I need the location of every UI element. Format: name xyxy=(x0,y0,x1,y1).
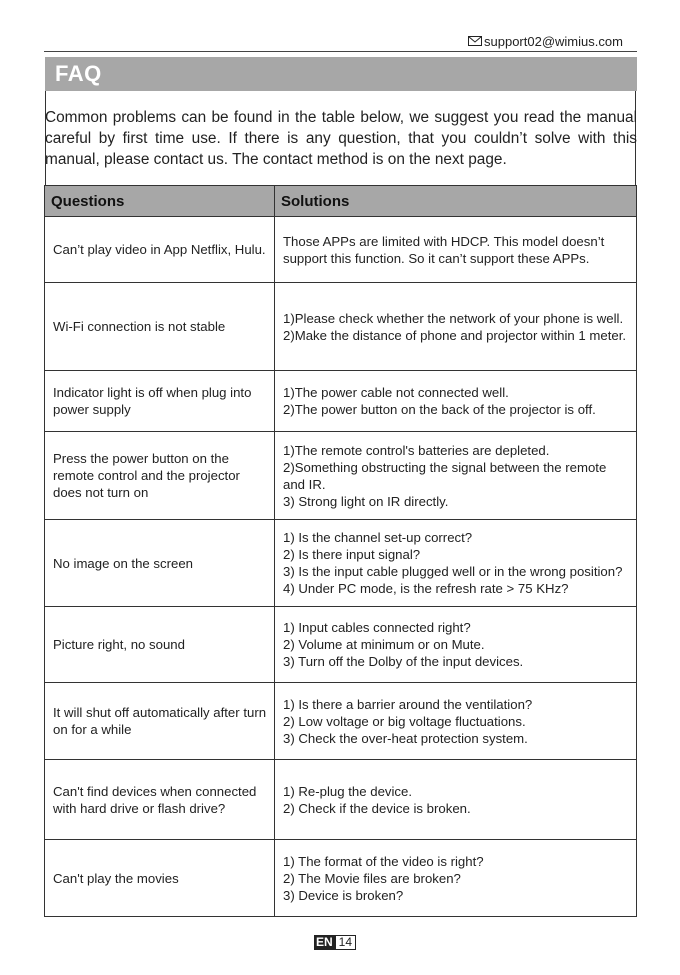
table-row xyxy=(45,683,637,760)
solution-line: 1) Re-plug the device. xyxy=(283,783,413,799)
language-label: EN xyxy=(316,935,333,949)
solution-line: 1) The format of the video is right? xyxy=(283,853,484,869)
question-cell: It will shut off automatically after turn on for a while xyxy=(45,683,275,760)
solution-line: 3) Device is broken? xyxy=(283,887,404,903)
question-cell: Press the power button on the remote control and the projector does not turn on xyxy=(45,432,275,520)
solution-cell xyxy=(275,760,637,840)
mail-icon xyxy=(468,36,482,46)
table-row xyxy=(45,760,637,840)
solution-line: 2)The power button on the back of the projector is off. xyxy=(283,402,596,417)
solution-line: 2) The Movie files are broken? xyxy=(283,870,461,886)
solution-line: 3) Check the over-heat protection system. xyxy=(283,730,528,746)
solution-line: 3) Strong light on IR directly. xyxy=(283,493,449,509)
table-row xyxy=(45,371,637,432)
question-cell: No image on the screen xyxy=(45,520,275,607)
solution-line: 1) Is there a barrier around the ventilation? xyxy=(283,696,533,712)
question-cell: Can't play the movies xyxy=(45,840,275,917)
header-divider xyxy=(44,51,637,52)
page-title: FAQ xyxy=(45,57,637,91)
solution-line: 2) Volume at minimum or on Mute. xyxy=(283,637,485,652)
solution-cell xyxy=(275,217,637,283)
column-header-questions: Questions xyxy=(45,186,275,217)
solution-cell xyxy=(275,607,637,683)
page-number: 14 xyxy=(335,935,356,950)
table-row xyxy=(45,283,637,371)
solution-line: 2) Check if the device is broken. xyxy=(283,800,471,816)
solution-line: 2) Low voltage or big voltage fluctuations. xyxy=(283,713,526,729)
question-cell: Picture right, no sound xyxy=(45,607,275,683)
table-row xyxy=(45,520,637,607)
table-row xyxy=(45,840,637,917)
question-cell: Wi-Fi connection is not stable xyxy=(45,283,275,371)
support-email[interactable]: support02@wimius.com xyxy=(484,33,623,49)
solution-cell xyxy=(275,371,637,432)
solution-cell xyxy=(275,683,637,760)
solution-cell xyxy=(275,840,637,917)
question-cell: Indicator light is off when plug into power supply xyxy=(45,371,275,432)
solution-line: 2)Make the distance of phone and projector within 1 meter. xyxy=(283,327,627,343)
solution-line: 1)The remote control's batteries are depleted. xyxy=(283,442,550,458)
solution-line: 2)Something obstructing the signal between the remote and IR. xyxy=(283,459,607,492)
faq-table xyxy=(44,185,637,917)
page-number-badge xyxy=(314,935,356,950)
solution-cell xyxy=(275,283,637,371)
question-cell: Can't find devices when connected with hard drive or flash drive? xyxy=(45,760,275,840)
solution-line: 4) Under PC mode, is the refresh rate > 75 KHz? xyxy=(283,581,569,596)
header-email xyxy=(468,33,668,49)
solution-line: 3) Turn off the Dolby of the input devices. xyxy=(283,654,524,669)
intro-paragraph: Common problems can be found in the table below, we suggest you read the manual careful by first time use. If there is any question, that you couldn’t solve with this manual, please contact us. The contact method is on the next page. xyxy=(45,109,637,168)
solution-line: 1) Is the channel set-up correct? xyxy=(283,530,473,545)
column-header-solutions: Solutions xyxy=(275,186,637,217)
table-row xyxy=(45,607,637,683)
solution-line: 1) Input cables connected right? xyxy=(283,620,471,635)
solution-line: 3) Is the input cable plugged well or in the wrong position? xyxy=(283,564,623,579)
table-header-row xyxy=(45,186,637,217)
question-cell: Can’t play video in App Netflix, Hulu. xyxy=(45,217,275,283)
solution-line: Those APPs are limited with HDCP. This model doesn’t support this function. So it can’t support these APPs. xyxy=(283,233,605,266)
solution-line: 2) Is there input signal? xyxy=(283,547,421,562)
solution-line: 1)Please check whether the network of your phone is well. xyxy=(283,310,624,326)
solution-cell xyxy=(275,432,637,520)
solution-cell xyxy=(275,520,637,607)
table-row xyxy=(45,432,637,520)
solution-line: 1)The power cable not connected well. xyxy=(283,385,509,400)
table-row xyxy=(45,217,637,283)
